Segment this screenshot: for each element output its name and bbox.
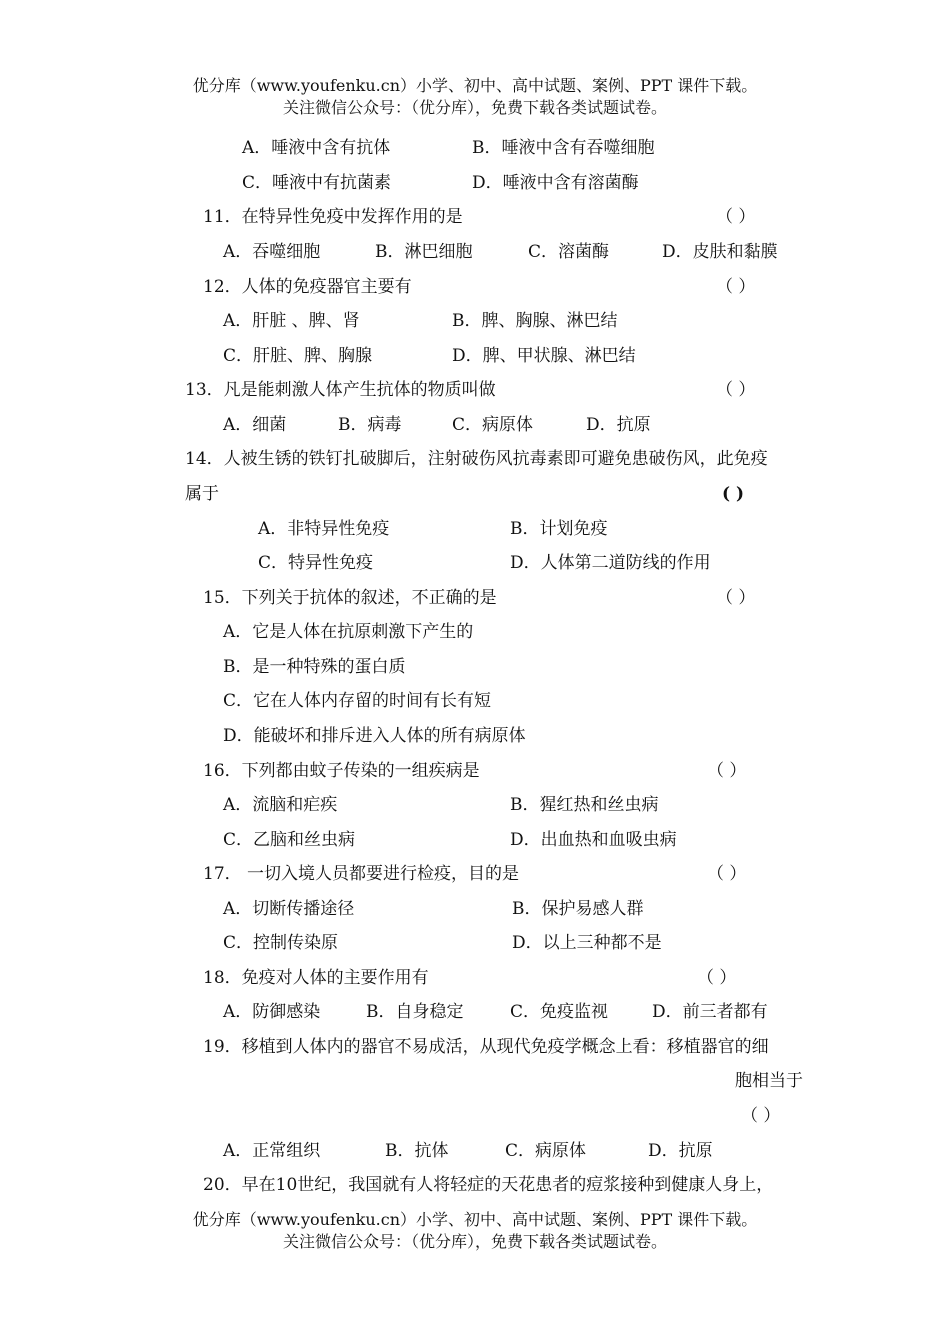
- q20-stem-line1: 20．早在10世纪，我国就有人将轻症的天花患者的痘浆接种到健康人身上，: [203, 1175, 774, 1195]
- q10-option-d: D．唾液中含有溶菌酶: [472, 173, 639, 193]
- q15-option-a: A．它是人体在抗原刺激下产生的: [223, 622, 474, 642]
- q12-answer-paren: （ ）: [716, 277, 756, 297]
- q16-option-c: C．乙脑和丝虫病: [223, 830, 356, 850]
- q18-option-d: D．前三者都有: [652, 1002, 768, 1022]
- q14-stem-line1: 14．人被生锈的铁钉扎破脚后，注射破伤风抗毒素即可避免患破伤风，此免疫: [185, 449, 768, 469]
- q10-option-c: C．唾液中有抗菌素: [242, 173, 392, 193]
- q14-option-d: D．人体第二道防线的作用: [510, 553, 711, 573]
- q15-option-c: C．它在人体内存留的时间有长有短: [223, 691, 492, 711]
- q12-option-b: B．脾、胸腺、淋巴结: [452, 311, 618, 331]
- q13-option-d: D．抗原: [586, 415, 651, 435]
- q17-stem: 17． 一切入境人员都要进行检疫，目的是: [203, 864, 520, 884]
- q18-option-b: B．自身稳定: [366, 1002, 464, 1022]
- q11-option-b: B．淋巴细胞: [375, 242, 473, 262]
- q17-option-c: C．控制传染原: [223, 933, 339, 953]
- q12-option-a: A．肝脏 、脾、肾: [223, 311, 360, 331]
- q16-option-a: A．流脑和疟疾: [223, 795, 338, 815]
- q16-answer-paren: （ ）: [707, 761, 747, 781]
- page-header-line1: 优分库（www.youfenku.cn）小学、初中、高中试题、案例、PPT 课件下载。: [192, 76, 758, 95]
- q12-stem: 12．人体的免疫器官主要有: [203, 277, 412, 297]
- q18-stem: 18．免疫对人体的主要作用有: [203, 968, 429, 988]
- q18-answer-paren: （ ）: [697, 968, 737, 988]
- q19-stem-line2: 胞相当于: [735, 1071, 803, 1091]
- q14-option-a: A．非特异性免疫: [258, 519, 390, 539]
- q16-option-d: D．出血热和血吸虫病: [510, 830, 677, 850]
- q17-option-b: B．保护易感人群: [512, 899, 644, 919]
- q11-option-d: D．皮肤和黏膜: [662, 242, 778, 262]
- q14-answer-paren: ( ): [722, 484, 745, 504]
- q19-option-d: D．抗原: [648, 1141, 713, 1161]
- q12-option-d: D．脾、甲状腺、淋巴结: [452, 346, 636, 366]
- q17-answer-paren: （ ）: [707, 864, 747, 884]
- page-header-line2: 关注微信公众号：（优分库），免费下载各类试题试卷。: [282, 98, 667, 117]
- q14-option-c: C．特异性免疫: [258, 553, 374, 573]
- q13-option-c: C．病原体: [452, 415, 534, 435]
- q17-option-d: D．以上三种都不是: [512, 933, 662, 953]
- q13-stem: 13．凡是能刺激人体产生抗体的物质叫做: [185, 380, 496, 400]
- q10-option-b: B．唾液中含有吞噬细胞: [472, 138, 655, 158]
- q15-answer-paren: （ ）: [716, 588, 756, 608]
- q19-answer-paren: （ ）: [741, 1106, 781, 1126]
- q16-stem: 16．下列都由蚊子传染的一组疾病是: [203, 761, 480, 781]
- q19-option-c: C．病原体: [505, 1141, 587, 1161]
- page-footer-line2: 关注微信公众号：（优分库），免费下载各类试题试卷。: [282, 1232, 667, 1251]
- q11-answer-paren: （ ）: [716, 207, 756, 227]
- q12-option-c: C．肝脏、脾、胸腺: [223, 346, 373, 366]
- q11-option-a: A．吞噬细胞: [223, 242, 321, 262]
- q13-option-a: A．细菌: [223, 415, 287, 435]
- q18-option-c: C．免疫监视: [510, 1002, 609, 1022]
- q11-stem: 11．在特异性免疫中发挥作用的是: [203, 207, 463, 227]
- q15-option-b: B．是一种特殊的蛋白质: [223, 657, 406, 677]
- q10-option-a: A．唾液中含有抗体: [242, 138, 391, 158]
- q15-stem: 15．下列关于抗体的叙述，不正确的是: [203, 588, 497, 608]
- q17-option-a: A．切断传播途径: [223, 899, 355, 919]
- q16-option-b: B．猩红热和丝虫病: [510, 795, 659, 815]
- q13-option-b: B．病毒: [338, 415, 402, 435]
- q19-option-b: B．抗体: [385, 1141, 449, 1161]
- q14-stem-line2: 属于: [185, 484, 219, 504]
- q15-option-d: D．能破坏和排斥进入人体的所有病原体: [223, 726, 526, 746]
- q11-option-c: C．溶菌酶: [528, 242, 610, 262]
- q13-answer-paren: （ ）: [716, 380, 756, 400]
- q18-option-a: A．防御感染: [223, 1002, 321, 1022]
- q19-stem-line1: 19．移植到人体内的器官不易成活，从现代免疫学概念上看：移植器官的细: [203, 1037, 769, 1057]
- q19-option-a: A．正常组织: [223, 1141, 321, 1161]
- page-footer-line1: 优分库（www.youfenku.cn）小学、初中、高中试题、案例、PPT 课件下载。: [192, 1210, 758, 1229]
- q14-option-b: B．计划免疫: [510, 519, 608, 539]
